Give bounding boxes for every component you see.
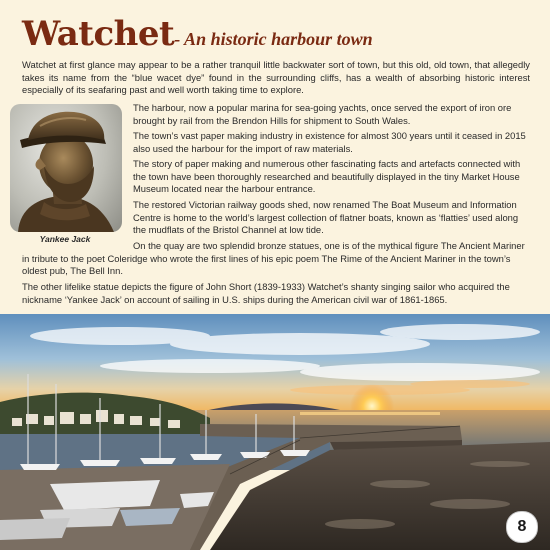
page-title: Watchet bbox=[22, 14, 175, 54]
page-header bbox=[22, 14, 532, 54]
page-subtitle: - An historic harbour town bbox=[174, 29, 373, 49]
page-number-badge: 8 bbox=[506, 511, 538, 543]
paragraph-boat-museum: The restored Victorian railway goods shed, now renamed The Boat Museum and Information Centre is home to the world’s largest collection of flatner boats, known as ‘flatties’ used along the mudflats of the Bristol Channel at low tide. bbox=[133, 199, 519, 236]
statue-photo bbox=[10, 104, 122, 232]
paragraph-paper-industry: The town’s vast paper making industry in existence for almost 300 years until it ceased in 2015 also used the harbour for the import of raw materials. bbox=[133, 130, 526, 154]
paragraph-museum: The story of paper making and numerous other fascinating facts and artefacts connected with the town have been thoroughly researched and beautifully displayed in the tiny Market House Museum located near the harbour entrance. bbox=[133, 158, 521, 195]
harbour-sunset-photo bbox=[0, 314, 550, 550]
paragraph-statues: On the quay are two splendid bronze statues, one is of the mythical figure The Ancient Mariner in tribute to the poet Coleridge who wrote the first lines of his epic poem The Rime of the Ancient Mariner in the town’s oldest pub, The Bell Inn. bbox=[22, 240, 525, 277]
intro-paragraph: Watchet at first glance may appear to be a rather tranquil little backwater sort of town, but this old, old town, that allegedly takes its name from the “blue wacet dye” found in the surrounding cliffs, has a wealth of absorbing historic interest especially of its seafaring past and well worth taking time to explore. bbox=[22, 59, 530, 96]
photo-caption: Yankee Jack bbox=[39, 234, 91, 244]
paragraph-yankee-jack: The other lifelike statue depicts the figure of John Short (1839-1933) Watchet’s shanty singing sailor who acquired the nickname ‘Yankee Jack’ on account of sailing in U.S. ships during the American civil war of 1861-1865. bbox=[22, 281, 510, 305]
paragraph-harbour: The harbour, now a popular marina for sea-going yachts, once served the export of iron ore brought by rail from the Brendon Hills for shipment to South Wales. bbox=[133, 102, 512, 126]
yankee-jack-statue-image bbox=[10, 104, 122, 232]
